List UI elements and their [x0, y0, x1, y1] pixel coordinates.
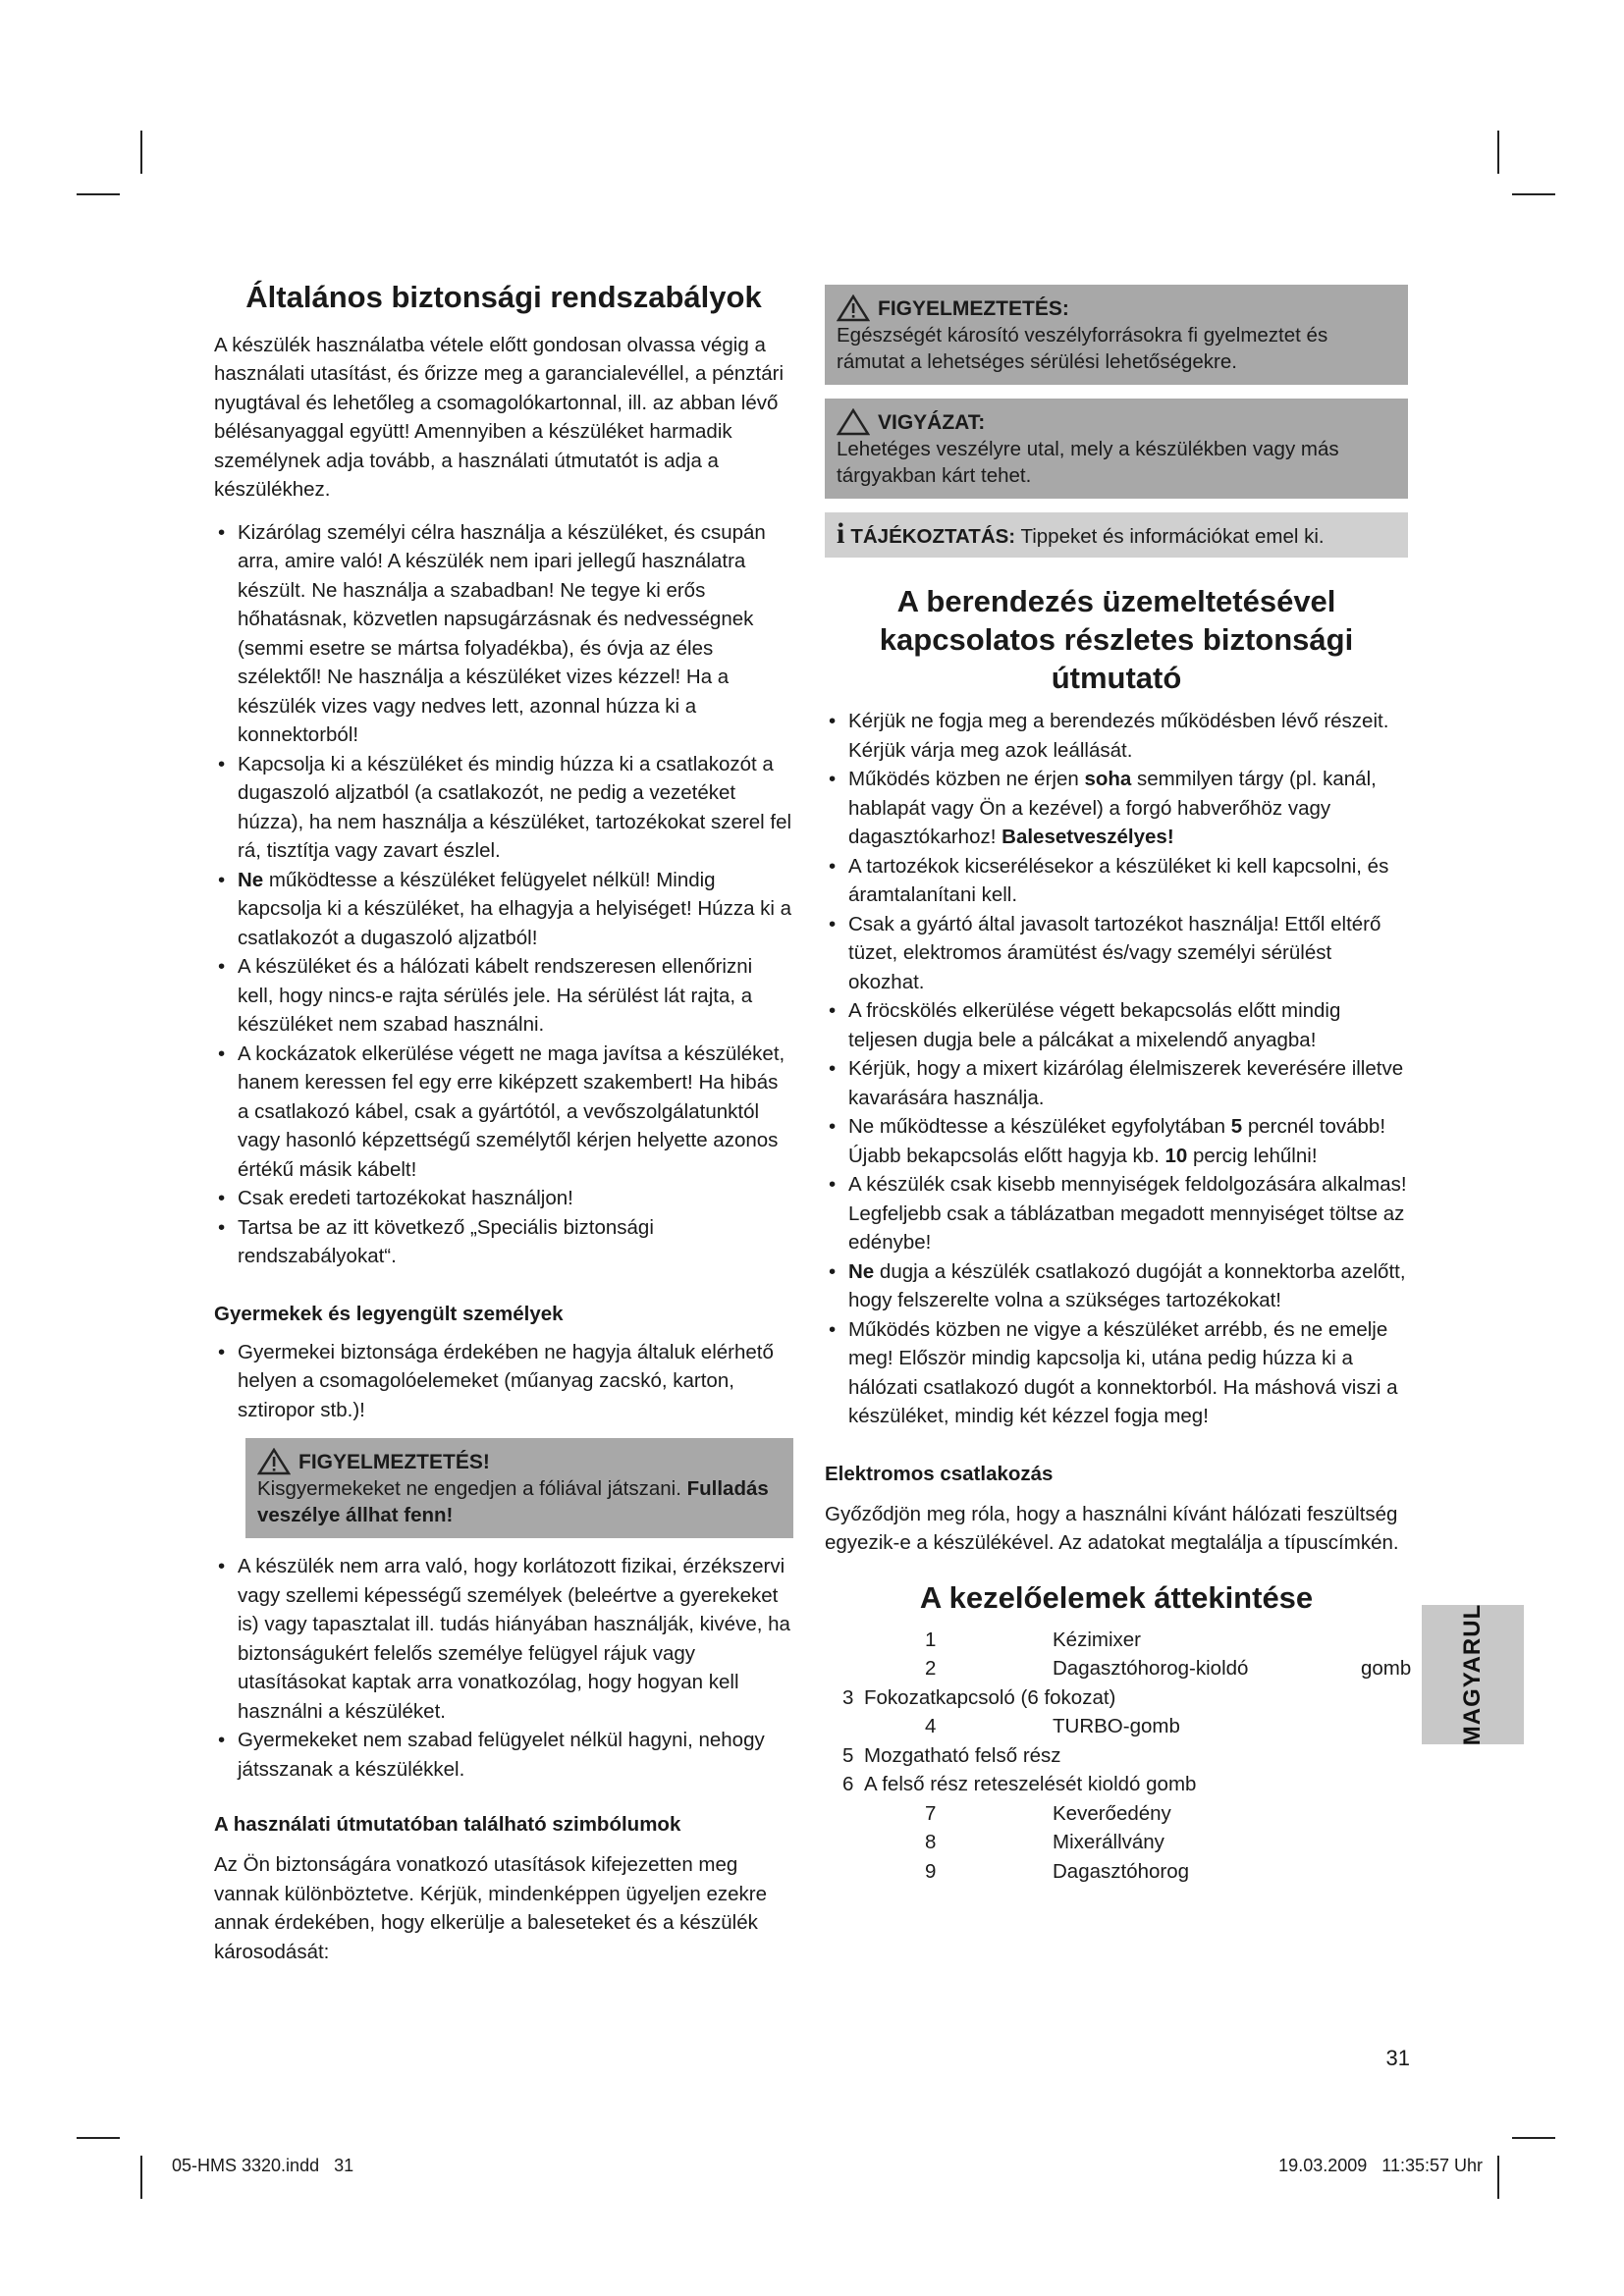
- caution-header: [837, 408, 1396, 436]
- control-item: [825, 1741, 1408, 1771]
- symbols-paragraph: Az Ön biztonságára vonatkozó utasítások kifejezetten meg vannak különböztetve. Kérjük, mindenképpen ügyeljen ezekre annak érdekében, hogy elkerülje a baleseteket és a készülék károsodását:: [214, 1853, 767, 1963]
- list-item: • A tartozékok kicserélésekor a készüléket ki kell kapcsolni, és áramtalanítani kell.: [825, 852, 1408, 910]
- bold-text: soha: [1084, 768, 1132, 791]
- control-label: Dagasztóhorog: [1053, 1859, 1190, 1883]
- warning-header: [257, 1448, 782, 1475]
- list-item-text: Ne működtesse a készüléket egyfolytában: [848, 1115, 1226, 1139]
- list-item-text: dugja a készülék csatlakozó dugóját a konnektorba azelőtt, hogy felszerelte volna a szükséges tartozékokat!: [848, 1259, 1406, 1312]
- control-number: 2: [925, 1657, 937, 1680]
- bold-text: Ne: [238, 868, 264, 891]
- control-item: [825, 1626, 1408, 1655]
- crop-mark: [1497, 2156, 1499, 2199]
- crop-mark: [1512, 193, 1555, 195]
- intro-paragraph: A készülék használatba vétele előtt gondosan olvassa végig a használati utasítást, és őrizze meg a garancialevéllel, a pénztári nyugtával és lehetőleg a csomagolókartonnal, ill. az abban lévő bélésanyaggal együtt! Amennyiben a készüléket harmadik személynek adja tovább, a használati útmutatót is adja a készülékhez.: [214, 333, 785, 502]
- list-item: • Működés közben ne vigye a készüléket arrébb, és ne emelje meg! Először mindig kapcsolja ki, utána pedig húzza ki a hálózati csatlakozó dugót a konnektorból. Ha máshová viszi a készüléket, mindig két kézzel fogja meg!: [825, 1315, 1408, 1431]
- bold-text: Balesetveszélyes!: [1001, 826, 1174, 849]
- control-number: 7: [925, 1801, 937, 1825]
- subheading-children: Gyermekek és legyengült személyek: [214, 1302, 564, 1325]
- footer-file-info: 05-HMS 3320.indd 31: [172, 2156, 354, 2175]
- control-label-extra: gomb: [1361, 1657, 1412, 1680]
- list-item: [825, 1112, 1408, 1170]
- footer-timestamp: 19.03.2009 11:35:57 Uhr: [1278, 2156, 1483, 2175]
- control-item: [825, 1799, 1408, 1829]
- list-item: [825, 1257, 1408, 1315]
- caution-label: VIGYÁZAT:: [878, 410, 986, 434]
- list-item: • Kapcsolja ki a készüléket és mindig húzza ki a csatlakozót a dugaszoló aljzatból (a csatlakozót, ne pedig a vezetéket húzza), ha nem használja a készüléket, tartozékokat szerel fel rá, tisztítja vagy zavart észlel.: [214, 750, 793, 866]
- warning-text: [257, 1475, 782, 1528]
- info-box: [825, 512, 1408, 558]
- left-column: [214, 279, 793, 1966]
- control-label: Fokozatkapcsoló (6 fokozat): [864, 1685, 1116, 1709]
- warning-box: [825, 285, 1408, 385]
- subheading-electrical: Elektromos csatlakozás: [825, 1462, 1054, 1485]
- list-item: • A készüléket és a hálózati kábelt rendszeresen ellenőrizni kell, hogy nincs-e rajta sérülés jele. Ha sérülést lát rajta, a készüléket nem szabad használni.: [214, 952, 793, 1040]
- list-item: • Csak eredeti tartozékokat használjon!: [214, 1184, 793, 1213]
- control-label: Mozgatható felső rész: [864, 1743, 1061, 1767]
- list-item: [214, 866, 793, 953]
- section-title-controls: A kezelőelemek áttekintése: [919, 1579, 1314, 1615]
- controls-list: [825, 1626, 1412, 1887]
- warning-text-bold: Fulladás veszélye állhat fenn!: [257, 1477, 769, 1527]
- control-label: TURBO-gomb: [1053, 1715, 1180, 1737]
- general-safety-list: [214, 518, 793, 1271]
- caution-triangle-icon: [837, 408, 870, 436]
- warning-text: Egészségét károsító veszélyforrásokra fi gyelmeztet és rámutat a lehetséges sérülési lehetőségekre.: [837, 324, 1328, 373]
- control-item: [825, 1654, 1412, 1683]
- control-label: Dagasztóhorog-kioldó: [1053, 1657, 1249, 1680]
- list-item: • Kérjük, hogy a mixert kizárólag élelmiszerek keverésére illetve kavarására használja.: [825, 1054, 1408, 1112]
- right-column: [825, 285, 1412, 1886]
- children-list: [214, 1338, 793, 1425]
- warning-text-plain: Kisgyermekeket ne engedjen a fóliával játszani.: [257, 1477, 681, 1501]
- language-side-tab: [1422, 1605, 1524, 1744]
- info-label: TÁJÉKOZTATÁS:: [850, 525, 1016, 548]
- control-item: [825, 1828, 1408, 1857]
- detailed-safety-list: [825, 707, 1408, 1431]
- crop-mark: [140, 131, 142, 174]
- control-item: [825, 1712, 1408, 1741]
- list-item-text: Működés közben ne érjen: [848, 768, 1079, 791]
- crop-mark: [77, 2137, 120, 2139]
- bold-text: 5: [1230, 1115, 1243, 1139]
- control-number: 1: [925, 1628, 937, 1651]
- crop-mark: [77, 193, 120, 195]
- warning-label: FIGYELMEZTETÉS!: [298, 1450, 490, 1473]
- list-item: • Tartsa be az itt következő „Speciális biztonsági rendszabályokat“.: [214, 1213, 793, 1271]
- language-tab-label: MAGYARUL: [1459, 1603, 1486, 1746]
- crop-mark: [1512, 2137, 1555, 2139]
- list-item-text: működtesse a készüléket felügyelet nélkül! Mindig kapcsolja ki a készüléket, ha elhagyja a helyiséget! Húzza ki a csatlakozót a dugaszoló aljzatból!: [238, 868, 792, 949]
- warning-header: [837, 294, 1396, 322]
- list-item: • Csak a gyártó által javasolt tartozékot használja! Ettől eltérő tüzet, elektromos áramütést és/vagy személyi sérülést okozhat.: [825, 910, 1408, 997]
- list-item-text: percig lehűlni!: [1187, 1144, 1318, 1167]
- list-item: • A kockázatok elkerülése végett ne maga javítsa a készüléket, hanem keressen fel egy erre kiképzett szakembert! Ha hibás a csatlakozó kábel, csak a gyártótól, a vevőszolgálatunktól vagy hasonló képzettségű személytől kérjen helyette azonos értékű másik kábelt!: [214, 1040, 793, 1185]
- list-item-text: percnél tovább! Újabb bekapcsolás előtt hagyja kb.: [848, 1115, 1386, 1167]
- control-number: 3: [842, 1685, 854, 1709]
- control-label: Mixerállvány: [1053, 1831, 1164, 1853]
- caution-text: Lehetéges veszélyre utal, mely a készülékben vagy más tárgyakban kárt tehet.: [837, 438, 1339, 487]
- list-item: • Gyermekei biztonsága érdekében ne hagyja általuk elérhető helyen a csomagolóelemeket (műanyag zacskó, karton, sztiropor stb.)!: [214, 1338, 793, 1425]
- control-number: 9: [925, 1859, 937, 1883]
- electrical-paragraph: Győződjön meg róla, hogy a használni kívánt hálózati feszültség egyezik-e a készülékével. Az adatokat megtalálja a típuscímkén.: [825, 1502, 1399, 1555]
- list-item: [825, 765, 1408, 852]
- control-label: Keverőedény: [1053, 1801, 1171, 1825]
- control-number: 6: [842, 1773, 854, 1795]
- list-item: • A készülék nem arra való, hogy korlátozott fizikai, érzékszervi vagy szellemi képességű személyek (beleértve a gyerekeket is) vagy tapasztalat ill. tudás hiányában használják, kivéve, ha biztonságukért felelős személye felügyel rájuk vagy utasításokat kaptak arra vonatkozólag, hogy hogyan kell használni a készüléket.: [214, 1552, 793, 1726]
- list-item: • Kérjük ne fogja meg a berendezés működésben lévő részeit. Kérjük várja meg azok leállását.: [825, 707, 1408, 765]
- control-number: 5: [842, 1743, 854, 1767]
- crop-mark: [1497, 131, 1499, 174]
- warning-triangle-icon: [257, 1448, 291, 1475]
- control-label: A felső rész reteszelését kioldó gomb: [864, 1773, 1197, 1795]
- control-number: 8: [925, 1831, 937, 1853]
- crop-mark: [140, 2156, 142, 2199]
- control-item: [825, 1683, 1408, 1713]
- control-number: 4: [925, 1715, 937, 1737]
- list-item: • A fröcskölés elkerülése végett bekapcsolás előtt mindig teljesen dugja bele a pálcákat a mixelendő anyagba!: [825, 996, 1408, 1054]
- list-item: • Kizárólag személyi célra használja a készüléket, és csupán arra, amire való! A készülék nem ipari jellegű használatra készült. Ne használja a szabadban! Ne tegye ki erős hőhatásnak, közvetlen napsugárzásnak és nedvességnek (semmi esetre se mártsa folyadékba), és óvja az éles szélektől! Ne használja a készüléket vizes kézzel! Ha a készülék vizes vagy nedves lett, azonnal húzza ki a konnektorból!: [214, 518, 793, 750]
- bold-text: 10: [1164, 1144, 1188, 1167]
- children-list-2: [214, 1552, 793, 1784]
- list-item-text: semmilyen tárgy (pl. kanál, hablapát vagy Ön a kezével) a forgó habverőhöz vagy dagasztókarhoz!: [848, 768, 1377, 849]
- info-icon: i: [837, 517, 845, 550]
- subheading-symbols: A használati útmutatóban található szimbólumok: [214, 1813, 681, 1837]
- warning-box-children: [245, 1438, 793, 1538]
- bold-text: Ne: [848, 1259, 875, 1283]
- list-item: • Gyermekeket nem szabad felügyelet nélkül hagyni, nehogy játsszanak a készülékkel.: [214, 1726, 793, 1784]
- control-item: [825, 1770, 1408, 1799]
- page-number: 31: [1385, 2046, 1410, 2070]
- warning-label: FIGYELMEZTETÉS:: [878, 296, 1069, 320]
- control-label: Kézimixer: [1053, 1628, 1141, 1651]
- list-item: • A készülék csak kisebb mennyiségek feldolgozására alkalmas! Legfeljebb csak a táblázatban megadott mennyiséget töltse az edénybe!: [825, 1170, 1408, 1257]
- caution-box: [825, 399, 1408, 499]
- warning-triangle-icon: [837, 294, 870, 322]
- section-title-general-safety: Általános biztonsági rendszabályok: [245, 280, 762, 314]
- section-title-detailed-safety: A berendezés üzemeltetésével kapcsolatos részletes biztonsági útmutató: [879, 584, 1354, 695]
- info-text: Tippeket és információkat emel ki.: [1020, 525, 1325, 548]
- control-item: [825, 1857, 1408, 1887]
